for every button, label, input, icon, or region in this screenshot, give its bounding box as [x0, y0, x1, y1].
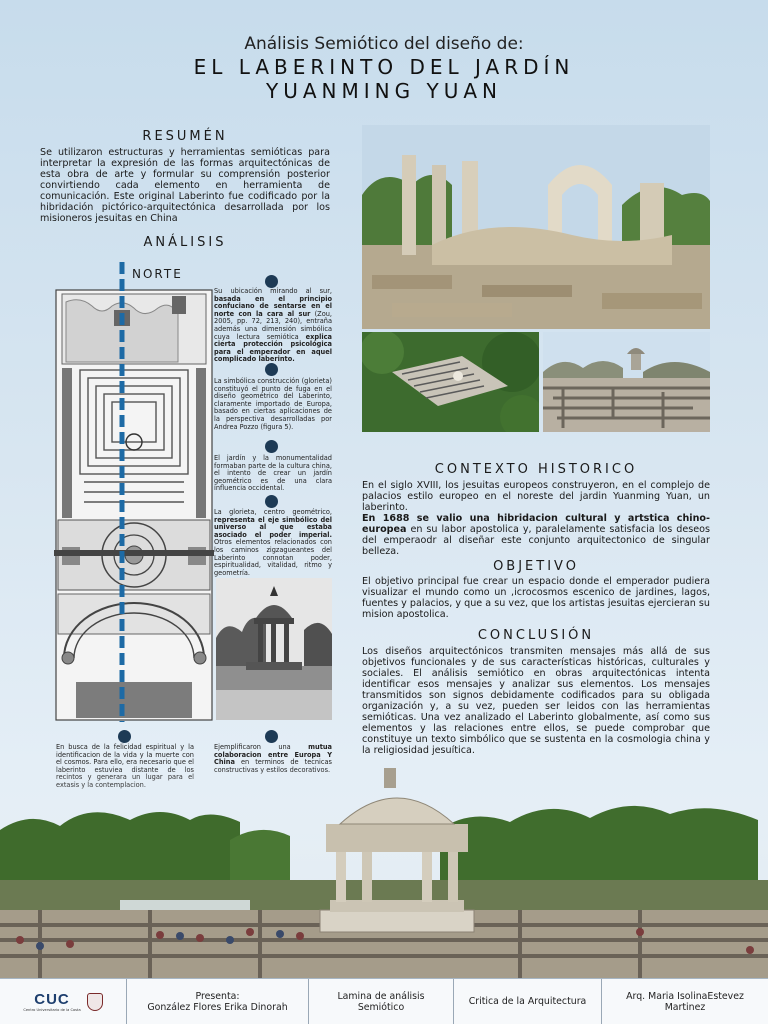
- presenter-name: González Flores Erika Dinorah: [147, 1001, 288, 1013]
- footer-presenter: [126, 979, 308, 1024]
- page-subtitle: Análisis Semiótico del diseño de:: [244, 34, 524, 54]
- page-title-line1: EL LABERINTO DEL JARDÍN: [193, 55, 575, 79]
- note-marker-6: [265, 730, 278, 743]
- pavilion-bw-photo: [216, 578, 332, 720]
- resumen-text: Se utilizaron estructuras y herramientas semióticas para interpretar la expresión de las formas arquitectónicas de esta obra de arte y formular su comprensión posterior convirtiendo cada elemento en herramienta de comunicación. Este original Laberinto fue codificado por la hibridación pictórico-arquitectónica desarrollada por los misioneros jesuitas en China: [40, 147, 330, 224]
- cuc-logo-caption: Centro Universitario de la Costa: [23, 1008, 81, 1012]
- analisis-heading: ANÁLISIS: [143, 235, 227, 250]
- analysis-note-1: Su ubicación mirando al sur, basada en el principio confuciano de sentarse en el norte con la cara al sur (Zou, 2005, pp. 72, 213, 240), entraña además una dimensión simbólica cuya lectura semiótica explica cierta protección psicológica para el emperador en aquel complicado laberinto.: [214, 287, 333, 364]
- contexto-text: En el siglo XVIII, los jesuitas europeos construyeron, en el complejo de palacios estilo europeo en el noreste del jardin Yuanming Yuan, un laberinto. En 1688 se valio una hibridacion cultural y artstica chino-europea en su labor apostolica y, paralelamente satisfacia los deseos del emperaodr al diseñar este conjunto arquitectonico de singular belleza.: [362, 480, 710, 557]
- ruins-photo: [362, 125, 710, 329]
- footer-course: [453, 979, 601, 1024]
- conclusion-text: Los diseños arquitectónicos transmiten mensajes más allá de sus objetivos funcionales y de sus características históricas, culturales y sociales. El análisis semiótico en obras arquitectónicas intenta identificar esos mensajes y analizar sus elementos. Los mensajes transmitidos son signos debidamente codificados para su obligada organización y, a su vez, pueden ser leidos con las herramientas semióticas. Una vez analizado el Laberinto globalmente, así como sus elementos y las relaciones entre ellos, se puede comprobar que constituye un texto simbólico que se sustenta en la cosmologia china y la religiosidad jesuítica.: [362, 646, 710, 756]
- contexto-heading: CONTEXTO HISTORICO: [434, 462, 638, 477]
- objetivo-heading: OBJETIVO: [493, 559, 579, 574]
- footer-logos: [0, 979, 126, 1024]
- university-seal-icon: [87, 993, 103, 1011]
- analysis-bottom-left: En busca de la felicidad espiritual y la identificacion de la vida y la muerte con: [56, 743, 194, 759]
- analysis-bottom-mid: Ejemplificaron una mutua colaboracion entre Europa Y: [214, 743, 332, 759]
- course-label: Critica de la Arquitectura: [468, 996, 587, 1007]
- analysis-note-2: La simbólica construcción (glorieta) constituyó el punto de fuga en el diseño geométrico del Laberinto, claramente importado de Europa, basado en ciertas aplicaciones de la perspectiva desarrolladas por Andrea Pozzo (figura 5).: [214, 377, 332, 431]
- labyrinth-plan-drawing: [54, 262, 214, 722]
- lamina-label: Lamina de análisis Semiótico: [337, 990, 425, 1013]
- professor-line2: Martinez: [664, 1001, 706, 1013]
- aerial-maze-photo: [362, 332, 539, 432]
- professor-line1: Arq. Maria IsolinaEstevez: [626, 990, 744, 1002]
- page-title-line2: YUANMING YUAN: [266, 79, 502, 103]
- note-marker-4: [265, 495, 278, 508]
- objetivo-text: El objetivo principal fue crear un espacio donde el emperador pudiera visualizar el mundo como un ,icrocosmos escenico de jardines, lagos, fuentes y palacios, y que a su vez, que los artistas jesuitas ejercieran su mision apostolica.: [362, 576, 710, 620]
- footer-bar: [0, 978, 768, 1024]
- note-marker-5: [118, 730, 131, 743]
- note-marker-2: [265, 363, 278, 376]
- cuc-logo: [23, 991, 80, 1012]
- footer-lamina: [308, 979, 453, 1024]
- landscape-photo: [0, 760, 768, 978]
- conclusion-heading: CONCLUSIÓN: [477, 628, 595, 643]
- analysis-note-3: El jardín y la monumentalidad formaban parte de la cultura china, el intento de crear un jardín geométrico es de una clara influencia occidental.: [214, 454, 332, 493]
- footer-professor: [601, 979, 768, 1024]
- note-marker-3: [265, 440, 278, 453]
- norte-label: NORTE: [132, 267, 183, 281]
- analysis-note-4: La glorieta, centro geométrico, representa el eje simbólico del universo al que estaba asociado el poder imperial. Otros elementos relacionados con los caminos zigzagueantes del Laberinto connotan poder, espiritualidad, vitalidad, ritmo y geometría.: [214, 508, 332, 577]
- cuc-logo-text: CUC: [34, 991, 70, 1008]
- presenter-label: Presenta:: [195, 990, 240, 1002]
- labyrinth-plan: [54, 262, 214, 722]
- resumen-heading: RESUMÉN: [142, 129, 228, 144]
- ground-maze-photo: [543, 332, 710, 432]
